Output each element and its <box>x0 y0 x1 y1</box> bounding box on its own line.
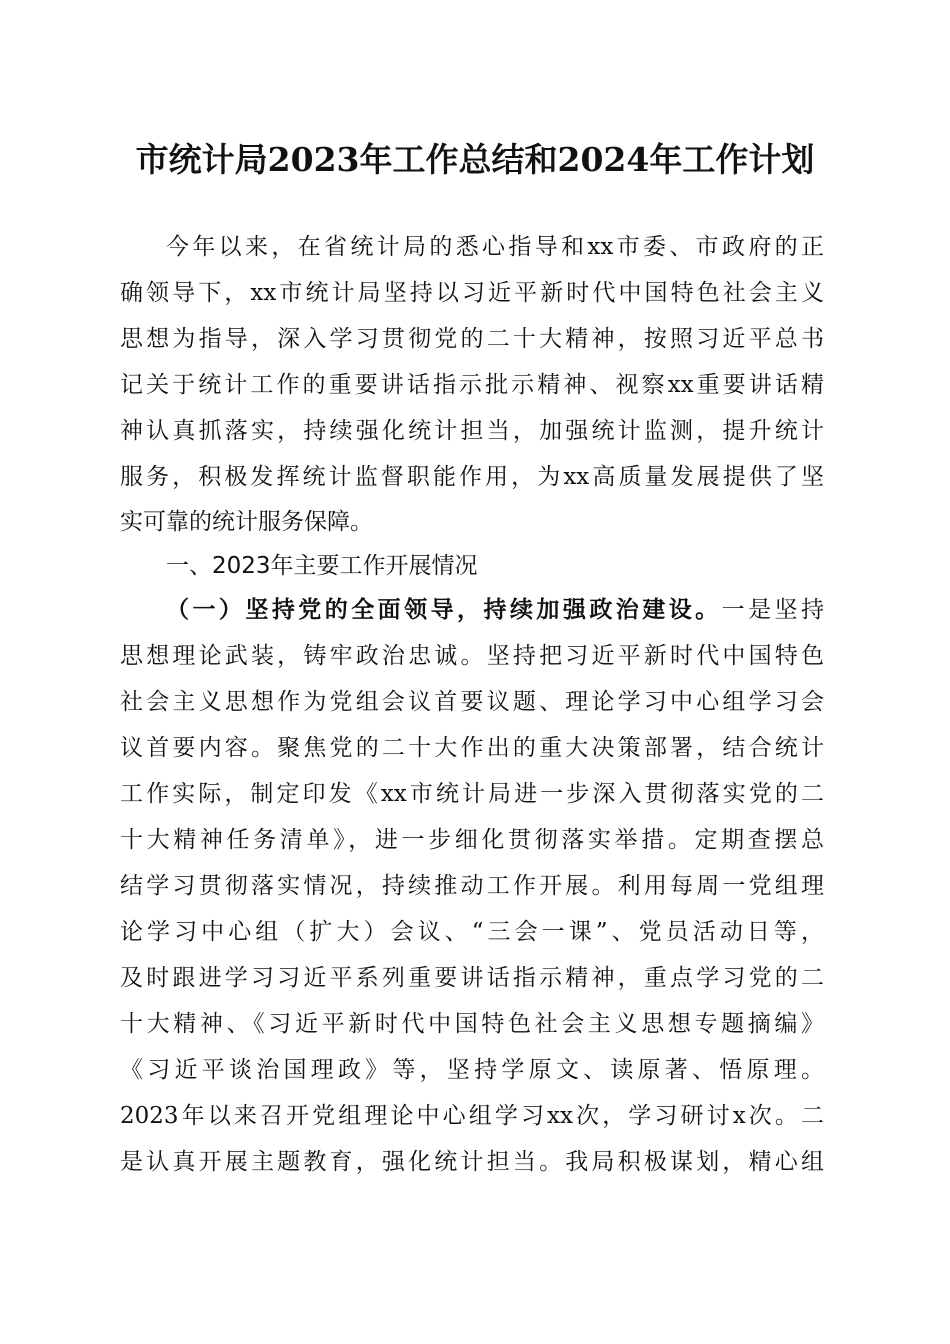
intro-line-1: 今年以来，在省统计局的悉心指导和xx市委、市政府的正 <box>166 234 824 260</box>
subsection-heading: （一）坚持党的全面领导，持续加强政治建设。 <box>166 596 722 623</box>
intro-line-7: 实可靠的统计服务保障。 <box>120 509 373 535</box>
intro-line-3: 思想为指导，深入学习贯彻党的二十大精神，按照习近平总书 <box>120 326 824 352</box>
body-line-1: 思想理论武装，铸牢政治忠诚。坚持把习近平新时代中国特色 <box>120 643 824 669</box>
intro-line-4: 记关于统计工作的重要讲话指示批示精神、视察xx重要讲话精 <box>120 372 824 398</box>
body-line-10: 《习近平谈治国理政》等，坚持学原文、读原著、悟原理。 <box>120 1057 824 1083</box>
body-line-6: 结学习贯彻落实情况，持续推动工作开展。利用每周一党组理 <box>120 873 824 899</box>
subsection-first-line <box>166 590 824 630</box>
subsection-first-line-tail: 一是坚持 <box>721 597 824 623</box>
body-line-11: 2023年以来召开党组理论中心组学习xx次，学习研讨x次。二 <box>120 1103 824 1129</box>
body-line-2: 社会主义思想作为党组会议首要议题、理论学习中心组学习会 <box>120 689 824 715</box>
intro-line-2: 确领导下，xx市统计局坚持以习近平新时代中国特色社会主义 <box>120 280 824 306</box>
section-heading: 一、2023年主要工作开展情况 <box>166 553 478 579</box>
body-line-4: 工作实际，制定印发《xx市统计局进一步深入贯彻落实党的二 <box>120 781 824 807</box>
body-line-7: 论学习中心组（扩大）会议、“三会一课”、党员活动日等， <box>120 919 824 945</box>
document-title: 市统计局2023年工作总结和2024年工作计划 <box>135 140 815 179</box>
body-line-3: 议首要内容。聚焦党的二十大作出的重大决策部署，结合统计 <box>120 735 824 761</box>
intro-line-5: 神认真抓落实，持续强化统计担当，加强统计监测，提升统计 <box>120 418 824 444</box>
intro-line-6: 服务，积极发挥统计监督职能作用，为xx高质量发展提供了坚 <box>120 464 824 490</box>
body-line-9: 十大精神、《习近平新时代中国特色社会主义思想专题摘编》 <box>120 1011 824 1037</box>
body-line-5: 十大精神任务清单》，进一步细化贯彻落实举措。定期查摆总 <box>120 827 824 853</box>
body-line-8: 及时跟进学习习近平系列重要讲话指示精神，重点学习党的二 <box>120 965 824 991</box>
body-line-12: 是认真开展主题教育，强化统计担当。我局积极谋划，精心组 <box>120 1149 824 1175</box>
